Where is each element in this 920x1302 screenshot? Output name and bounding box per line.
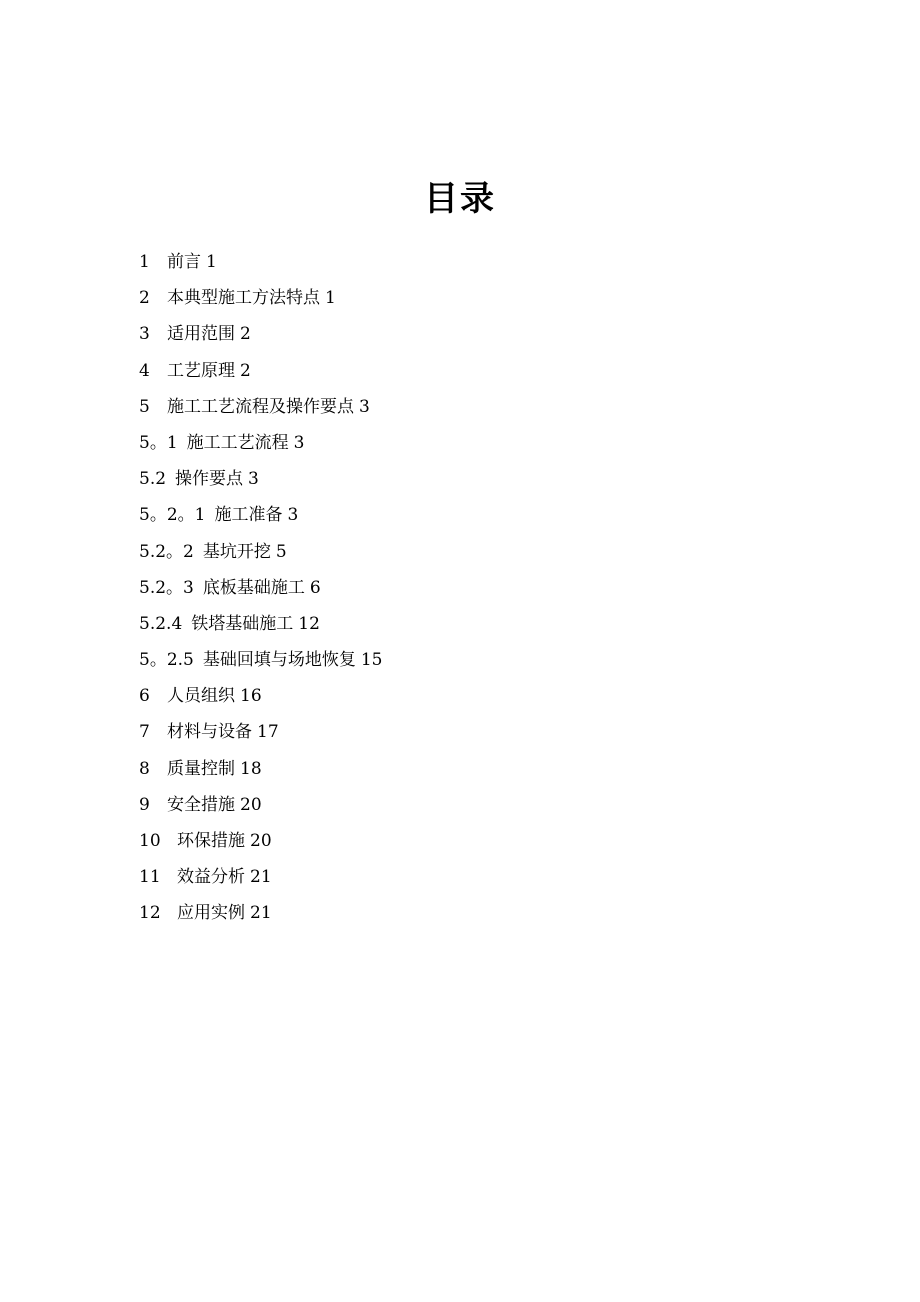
toc-entry-page: 18 [240,758,262,779]
toc-entry-text: 适用范围 [167,324,235,345]
toc-entry-page: 16 [240,686,262,707]
toc-entry [139,865,839,901]
toc-entry-text: 本典型施工方法特点 [167,288,320,309]
toc-entry [139,720,839,756]
toc-entry-text: 前言 [167,252,201,272]
toc-entry [139,250,839,286]
toc-entry-text: 基础回填与场地恢复 [202,650,356,671]
toc-entry-number: 5.2 [139,469,167,490]
toc-entry-page: 21 [250,867,272,888]
toc-entry-number: 2 [139,288,150,309]
toc-entry-number: 5。2。1 [139,505,206,526]
toc-entry-page: 5 [275,541,287,562]
toc-entry-number: 7 [139,722,150,743]
toc-entry-text: 基坑开挖 [202,541,271,562]
toc-entry-number: 5.2。2 [139,541,194,562]
toc-entry-page: 20 [240,794,262,815]
toc-entry-text: 操作要点 [175,469,244,490]
toc-entry-text: 底板基础施工 [202,577,305,598]
toc-entry-page: 3 [293,432,305,453]
toc-entry-number: 11 [139,867,161,888]
toc-entry [139,684,839,720]
toc-entry-number: 5。2.5 [139,650,194,671]
toc-entry-text: 工艺原理 [167,360,235,381]
toc-entry-text: 效益分析 [177,867,245,888]
toc-entry-page: 3 [248,469,259,490]
toc-entry-number: 5.2。3 [139,577,194,598]
toc-entry-page: 1 [206,252,217,272]
toc-entry [139,757,839,793]
toc-list [139,250,839,938]
toc-entry-page: 17 [257,722,279,743]
toc-entry [139,503,839,539]
toc-entry-text: 施工准备 [214,505,283,526]
toc-entry-page: 3 [359,396,370,417]
toc-entry [139,286,839,322]
toc-entry-number: 12 [139,903,161,924]
toc-entry-page: 3 [287,505,299,526]
toc-entry-number: 5.2.4 [139,613,183,634]
toc-entry-page: 1 [325,288,336,309]
toc-entry [139,431,839,467]
toc-entry-text: 应用实例 [177,903,245,924]
toc-entry-page: 21 [250,903,272,924]
toc-entry [139,395,839,431]
toc-entry [139,793,839,829]
toc-entry-text: 铁塔基础施工 [191,613,294,634]
toc-entry [139,540,839,576]
toc-title: 目录 [424,179,496,219]
toc-entry-number: 9 [139,794,150,815]
toc-entry-number: 8 [139,758,150,779]
toc-entry-number: 5。1 [139,432,178,453]
toc-entry-number: 6 [139,686,150,707]
toc-entry [139,648,839,684]
toc-entry-number: 10 [139,831,161,851]
toc-entry-text: 安全措施 [167,794,235,815]
toc-entry-text: 施工工艺流程及操作要点 [167,396,354,417]
toc-entry-text: 人员组织 [167,686,235,707]
toc-entry-number: 1 [139,252,150,272]
toc-entry-page: 2 [240,360,251,381]
toc-entry [139,829,839,865]
toc-entry-page: 2 [240,324,251,345]
toc-entry-number: 4 [139,360,150,381]
toc-entry-page: 12 [298,613,320,634]
toc-entry-page: 6 [309,577,321,598]
toc-entry-text: 环保措施 [177,831,245,851]
toc-entry-number: 3 [139,324,150,345]
toc-entry-page: 15 [360,650,383,671]
toc-entry [139,359,839,395]
toc-entry [139,576,839,612]
toc-entry-text: 质量控制 [167,758,235,779]
toc-entry [139,467,839,503]
toc-entry-text: 材料与设备 [167,722,252,743]
toc-entry-page: 20 [250,831,272,851]
toc-entry [139,901,839,937]
toc-entry [139,322,839,358]
toc-entry [139,612,839,648]
toc-entry-number: 5 [139,396,150,417]
toc-entry-text: 施工工艺流程 [186,432,289,453]
